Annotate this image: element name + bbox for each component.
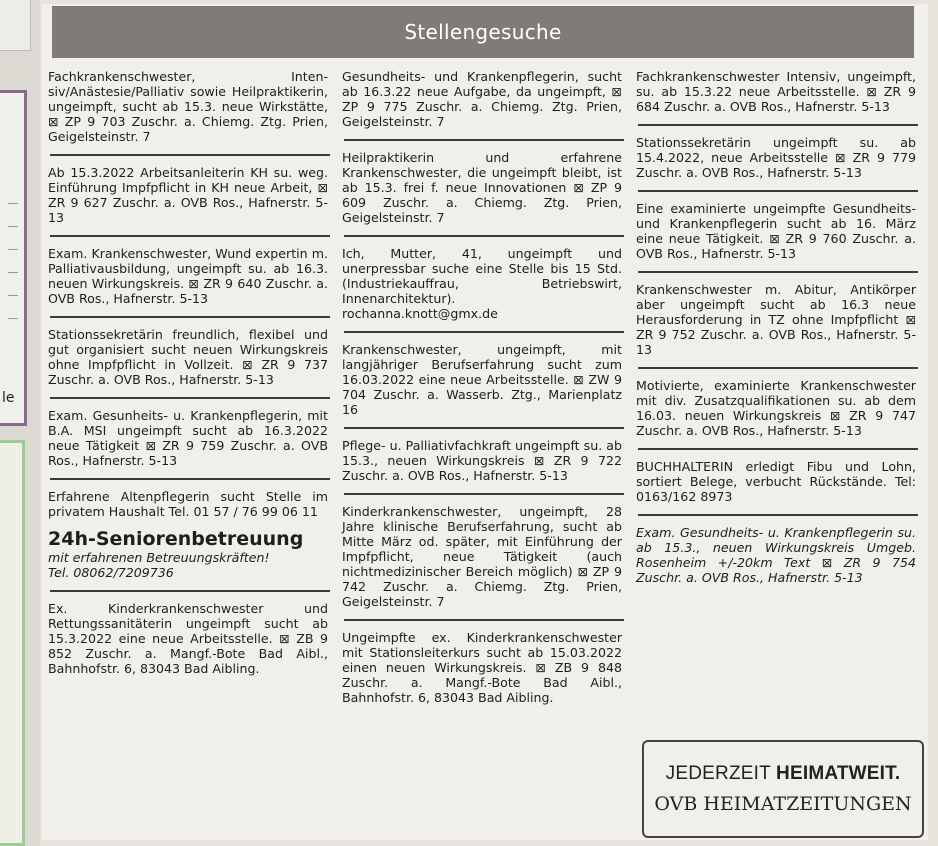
ad-separator bbox=[50, 590, 330, 592]
classifieds-page bbox=[42, 4, 928, 840]
ad-separator bbox=[50, 235, 330, 237]
ad-separator bbox=[344, 139, 624, 141]
ad-text: Krankenschwester m. Abitur, Antikörper aber ungeimpft sucht ab 16.3 neue Herausforderung in TZ ohne Impfpflicht ⊠ ZR 9 752 Zuschr. a. OVB Ros., Hafnerstr. 5-13 bbox=[636, 282, 916, 357]
ad-3-3 bbox=[636, 198, 920, 267]
section-header: Stellengesuche bbox=[52, 6, 914, 58]
neighbor-box-purple bbox=[0, 90, 27, 426]
neighbor-ticks bbox=[8, 203, 18, 341]
ad-2-4 bbox=[342, 339, 626, 423]
ad-2-6 bbox=[342, 501, 626, 615]
ad-text: Stationssekretärin freundlich, flexibel und gut organisiert sucht neuen Wirkungskreis ohne Impfpflicht in Vollzeit. ⊠ ZR 9 737 Zuschr. a. OVB Ros., Hafnerstr. 5-13 bbox=[48, 327, 328, 387]
ad-1-6 bbox=[48, 486, 332, 525]
ad-3-4 bbox=[636, 279, 920, 363]
ad-2-7 bbox=[342, 627, 626, 711]
ad-phone: Tel. 08062/7209736 bbox=[48, 565, 174, 580]
ad-text: Gesundheits- und Krankenpflegerin, sucht ab 16.3.22 neue Aufgabe, da ungeimpft, ⊠ ZP 9 775 Zuschr. a. Chiemg. Ztg. Prien, Geigelsteinstr. 7 bbox=[342, 69, 622, 129]
ad-3-2 bbox=[636, 132, 920, 186]
ad-separator bbox=[344, 493, 624, 495]
neighbor-box-top bbox=[0, 0, 31, 51]
ad-text: Ungeimpfte ex. Kinderkrankenschwester mit Stationsleiterkurs sucht ab 15.03.2022 einen neuen Wirkungskreis. ⊠ ZB 9 848 Zuschr. a. Mangf.-Bote Bad Aibl., Bahnhofstr. 6, 83043 Bad Aibling. bbox=[342, 630, 622, 705]
ad-3-6 bbox=[636, 456, 920, 510]
promo-slogan bbox=[666, 763, 901, 785]
ad-3-7 bbox=[636, 522, 920, 591]
ad-headline: 24h-Seniorenbetreuung bbox=[48, 528, 304, 550]
column-3 bbox=[636, 66, 920, 591]
promo-slogan-part: JEDERZEIT bbox=[665, 763, 777, 784]
ad-line: mit erfahrenen Betreuungskräften! bbox=[48, 550, 270, 565]
ad-separator bbox=[638, 514, 918, 516]
ad-text: Ex. Kinderkrankenschwester und Rettungssanitäterin ungeimpft sucht ab 15.3.2022 eine neue Arbeitsstelle. ⊠ ZB 9 852 Zuschr. a. Mangf.-Bote Bad Aibl., Bahnhofstr. 6, 83043 Bad Aibling. bbox=[48, 601, 328, 676]
ad-separator bbox=[50, 154, 330, 156]
ad-text: Pflege- u. Palliativfachkraft ungeimpft su. ab 15.3., neuen Wirkungskreis ⊠ ZR 9 722 Zuschr. a. OVB Ros., Hafnerstr. 5-13 bbox=[342, 438, 622, 483]
ad-text: Fachkrankenschwester, Inten-siv/Anästesie/Palliativ sowie Heilpraktikerin, ungeimpft, sucht ab 15.3. neue Wirkstätte, ⊠ ZP 9 703 Zuschr. a. Chiemg. Ztg. Prien, Geigelsteinstr. 7 bbox=[48, 69, 328, 144]
column-2 bbox=[342, 66, 626, 711]
ad-separator bbox=[638, 367, 918, 369]
ad-text: Eine examinierte ungeimpfte Gesundheits- und Krankenpflegerin sucht ab 16. März eine neue Tätigkeit. ⊠ ZR 9 760 Zuschr. a. OVB Ros., Hafnerstr. 5-13 bbox=[636, 201, 916, 261]
neighbor-text-fragment: le bbox=[2, 390, 15, 406]
ad-separator bbox=[344, 235, 624, 237]
ad-3-5 bbox=[636, 375, 920, 444]
ad-1-3 bbox=[48, 243, 332, 312]
ad-text: Exam. Gesundheits- u. Krankenpflegerin su. ab 15.3., neuen Wirkungskreis Umgeb. Rosenheim +/-20km Text ⊠ ZR 9 754 Zuschr. a. OVB Ros., Hafnerstr. 5-13 bbox=[636, 525, 916, 585]
ad-separator bbox=[344, 619, 624, 621]
ad-separator bbox=[638, 448, 918, 450]
ad-separator bbox=[50, 478, 330, 480]
ad-separator bbox=[638, 124, 918, 126]
ad-2-2 bbox=[342, 147, 626, 231]
ad-2-3 bbox=[342, 243, 626, 327]
heimatzeitungen-promo-box bbox=[642, 740, 924, 838]
neighbor-box-green bbox=[0, 440, 25, 846]
ad-1-8 bbox=[48, 598, 332, 682]
ad-1-5 bbox=[48, 405, 332, 474]
column-1 bbox=[48, 66, 332, 682]
ad-text: Erfahrene Altenpflegerin sucht Stelle im privatem Haushalt Tel. 01 57 / 76 99 06 11 bbox=[48, 489, 328, 519]
ad-1-1 bbox=[48, 66, 332, 150]
ad-2-1 bbox=[342, 66, 626, 135]
ad-2-5 bbox=[342, 435, 626, 489]
ad-text: Motivierte, examinierte Krankenschwester mit div. Zusatzqualifikationen su. ab dem 16.03. neuen Wirkungskreis ⊠ ZR 9 747 Zuschr. a. OVB Ros., Hafnerstr. 5-13 bbox=[636, 378, 916, 438]
ad-text: BUCHHALTERIN erledigt Fibu und Lohn, sortiert Belege, verbucht Rückstände. Tel: 0163/162 8973 bbox=[636, 459, 916, 504]
ad-text: Kinderkrankenschwester, ungeimpft, 28 Jahre klinische Berufserfahrung, sucht ab Mitte März od. später, mit Einführung der Impfpflicht, neue Tätigkeit (auch nichtmedizinischer Bereich möglich) ⊠ ZP 9 742 Zuschr. a. Chiemg. Ztg. Prien, Geigelsteinstr. 7 bbox=[342, 504, 622, 609]
ad-separator bbox=[344, 427, 624, 429]
promo-slogan-emphasis: HEIMATWEIT. bbox=[776, 763, 901, 784]
ad-email: rochanna.knott@gmx.de bbox=[342, 306, 498, 321]
ad-text: Heilpraktikerin und erfahrene Krankenschwester, die ungeimpft bleibt, ist ab 15.3. frei f. neue Innovationen ⊠ ZP 9 609 Zuschr. a. Chiemg. Ztg. Prien, Geigelsteinstr. 7 bbox=[342, 150, 622, 225]
ad-text: Exam. Krankenschwester, Wund expertin m. Palliativausbildung, ungeimpft su. ab 16.3. neuen Wirkungskreis. ⊠ ZR 9 640 Zuschr. a. OVB Ros., Hafnerstr. 5-13 bbox=[48, 246, 328, 306]
neighbor-page-strip bbox=[0, 0, 40, 846]
ad-text: Krankenschwester, ungeimpft, mit langjähriger Berufserfahrung sucht zum 16.03.2022 eine neue Arbeitsstelle. ⊠ ZW 9 704 Zuschr. a. Wasserb. Ztg., Marienplatz 16 bbox=[342, 342, 622, 417]
ad-separator bbox=[638, 190, 918, 192]
ad-1-2 bbox=[48, 162, 332, 231]
ad-3-1 bbox=[636, 66, 920, 120]
ad-text: Stationssekretärin ungeimpft su. ab 15.4.2022, neue Arbeitsstelle ⊠ ZR 9 779 Zuschr. a. OVB Ros., Hafnerstr. 5-13 bbox=[636, 135, 916, 180]
ad-1-7 bbox=[48, 525, 332, 586]
ad-separator bbox=[50, 397, 330, 399]
ad-text: Fachkrankenschwester Intensiv, ungeimpft, su. ab 15.3.22 neue Arbeitsstelle. ⊠ ZR 9 684 Zuschr. a. OVB Ros., Hafnerstr. 5-13 bbox=[636, 69, 916, 114]
ad-separator bbox=[344, 331, 624, 333]
ad-text: Exam. Gesunheits- u. Krankenpflegerin, mit B.A. MSI ungeimpft sucht ab 16.3.2022 neue Tätigkeit ⊠ ZR 9 759 Zuschr. a. OVB Ros., Hafnerstr. 5-13 bbox=[48, 408, 328, 468]
ad-text: Ab 15.3.2022 Arbeitsanleiterin KH su. weg. Einführung Impfpflicht in KH neue Arbeit, ⊠ ZR 9 627 Zuschr. a. OVB Ros., Hafnerstr. 5-13 bbox=[48, 165, 328, 225]
ad-separator bbox=[638, 271, 918, 273]
ad-1-4 bbox=[48, 324, 332, 393]
promo-brand: OVB HEIMATZEITUNGEN bbox=[654, 793, 912, 815]
ad-text: Ich, Mutter, 41, ungeimpft und unerpressbar suche eine Stelle bis 15 Std. (Industriekauffrau, Betriebswirt, Innenarchitektur). bbox=[342, 246, 622, 306]
ad-separator bbox=[50, 316, 330, 318]
